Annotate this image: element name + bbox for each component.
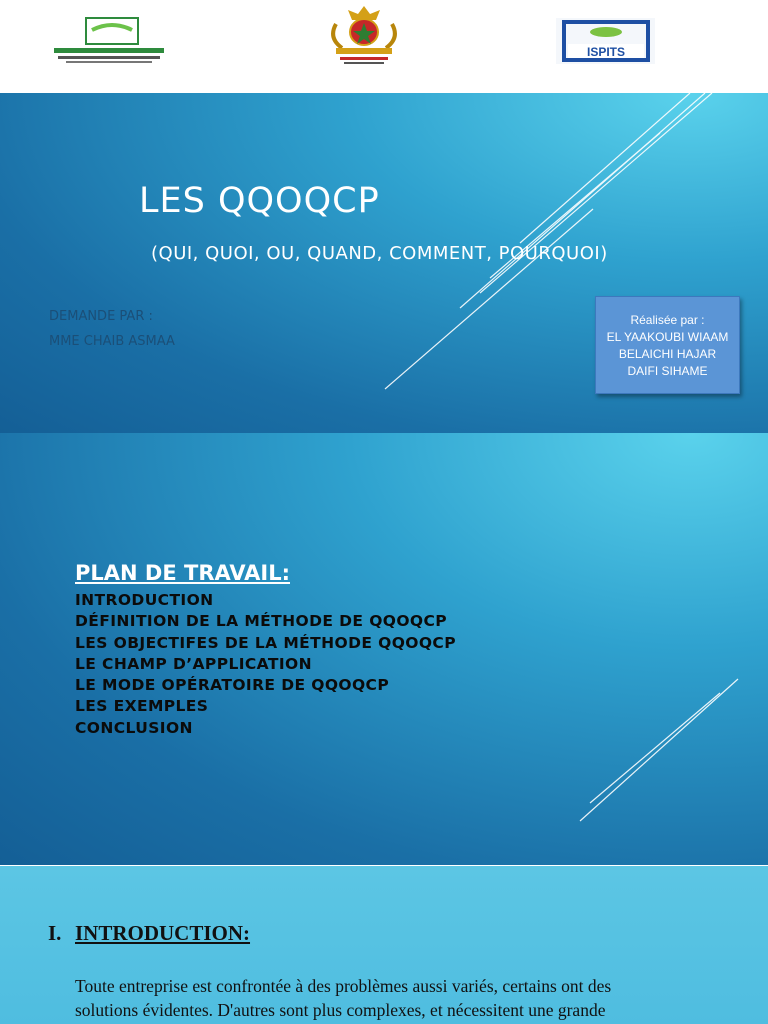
plan-item: INTRODUCTION	[75, 591, 214, 609]
coat-of-arms-icon	[318, 4, 411, 68]
slide-subtitle: (QUI, QUOI, OU, QUAND, COMMENT, POURQUOI)	[151, 243, 608, 264]
plan-item: CONCLUSION	[75, 718, 193, 737]
requested-by-label: DEMANDE PAR :	[49, 309, 153, 324]
plan-list	[75, 590, 456, 739]
authors-label: Réalisée par :	[630, 313, 705, 327]
plan-item: LES EXEMPLES	[75, 697, 209, 716]
intro-line: Toute entreprise est confrontée à des problèmes aussi variés, certains ont des	[75, 976, 612, 996]
title-slide	[0, 93, 768, 433]
requested-by-name: MME CHAIB ASMAA	[49, 334, 175, 349]
introduction-slide	[0, 866, 768, 1024]
plan-item: LE CHAMP D’APPLICATION	[75, 654, 312, 673]
plan-item: DÉFINITION DE LA MÉTHODE DE QQOQCP	[75, 612, 448, 631]
intro-paragraph	[75, 974, 715, 1022]
slide-title: LES QQOQCP	[139, 181, 380, 221]
section-heading: INTRODUCTION:	[75, 921, 251, 945]
author-name: DAIFI SIHAME	[627, 364, 708, 378]
plan-title: PLAN DE TRAVAIL:	[75, 561, 290, 585]
logo-header	[0, 0, 768, 93]
requested-by	[49, 304, 175, 354]
plan-item: LE MODE OPÉRATOIRE DE QQOQCP	[75, 676, 390, 695]
plan-slide	[0, 433, 768, 865]
ispits-logo-text: ISPITS	[586, 45, 626, 59]
section-number: I.	[48, 921, 62, 945]
authors-box	[595, 296, 740, 394]
intro-line: solutions évidentes. D'autres sont plus complexes, et nécessitent une grande	[75, 1000, 606, 1020]
author-name: BELAICHI HAJAR	[618, 347, 717, 361]
ispits-logo-icon	[556, 18, 655, 64]
ministry-sante-logo-icon	[52, 16, 166, 66]
plan-item: LES OBJECTIFES DE LA MÉTHODE QQOQCP	[75, 633, 456, 652]
author-name: EL YAAKOUBI WIAAM	[606, 330, 729, 344]
